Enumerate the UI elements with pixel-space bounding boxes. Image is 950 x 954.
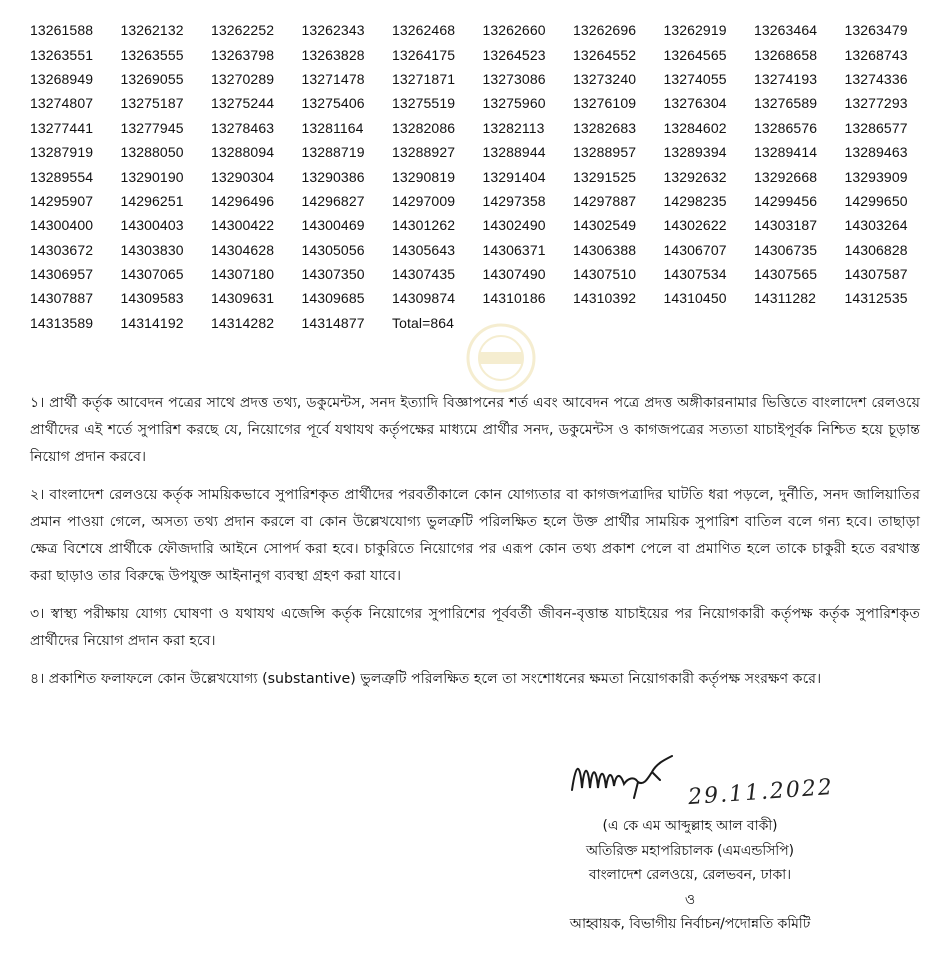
roll-number: 14312535 [844,290,908,307]
roll-number: 13290386 [301,168,365,185]
roll-number: 13264565 [663,46,727,63]
roll-number: 13277945 [120,119,184,136]
roll-number: 13292668 [754,168,818,185]
roll-number: 13275187 [120,95,184,112]
signatory-designation: অতিরিক্ত মহাপরিচালক (এমএন্ডসিপি) [586,842,794,859]
roll-number-grid [30,18,935,335]
roll-number: 14303672 [30,241,94,258]
roll-number: 13273086 [482,70,546,87]
roll-number: 13275519 [392,95,456,112]
roll-row [30,164,935,188]
roll-number: 13290819 [392,168,456,185]
roll-number: 13263551 [30,46,94,63]
roll-number: 14307587 [844,266,908,283]
signature-date: 29.11.2022 [687,774,835,811]
roll-number: 14314282 [211,314,275,331]
signature-block [520,752,860,937]
roll-number: 14305643 [392,241,456,258]
roll-number: 14307435 [392,266,456,283]
signatory-conjunction: ও [684,891,696,908]
roll-number: 13275960 [482,95,546,112]
roll-number: 14311282 [754,290,817,307]
roll-row [30,42,935,66]
roll-number: 14306957 [30,266,94,283]
roll-number: 14296827 [301,192,365,209]
roll-number: 13282683 [573,119,637,136]
roll-number: 13262343 [301,22,365,39]
notes-section [30,390,920,704]
roll-number: 14296496 [211,192,275,209]
roll-number: 13278463 [211,119,275,136]
roll-number: 14303187 [754,217,818,234]
roll-number: 13291525 [573,168,637,185]
roll-number: 13264552 [573,46,637,63]
roll-number: 13286576 [754,119,818,136]
roll-number: 14298235 [663,192,727,209]
note-3: ৩। স্বাস্থ্য পরীক্ষায় যোগ্য ঘোষণা ও যথাযথ এজেন্সি কর্তৃক নিয়োগের সুপারিশের পূর্ববর্তী জীবন-বৃত্তান্ত যাচাইয়ের পর নিয়োগকারী কর্তৃপক্ষ কর্তৃক সুপারিশকৃত প্রার্থীদের নিয়োগ প্রদান করা হবে। [30,606,920,649]
roll-number: 13274336 [844,70,908,87]
roll-number: 13271871 [392,70,456,87]
roll-number: 14307887 [30,290,94,307]
roll-number: 13288094 [211,144,275,161]
note-4: ৪। প্রকাশিত ফলাফলে কোন উল্লেখযোগ্য (substantive) ভুলত্রুটি পরিলক্ষিত হলে তা সংশোধনের ক্ষমতা নিয়োগকারী কর্তৃপক্ষ সংরক্ষণ করে। [30,671,822,687]
roll-number: 13274193 [754,70,818,87]
roll-number: 13263464 [754,22,818,39]
roll-number: 13275406 [301,95,365,112]
roll-number: 13289394 [663,144,727,161]
roll-number: 13276589 [754,95,818,112]
roll-number: 13270289 [211,70,275,87]
roll-number: 14314877 [301,314,365,331]
roll-number: 14307490 [482,266,546,283]
roll-number: 13282113 [482,119,545,136]
roll-number: 13286577 [844,119,908,136]
roll-number: 14303830 [120,241,184,258]
signatory-committee: আহ্বায়ক, বিভাগীয় নির্বাচন/পদোন্নতি কমিটি [569,916,811,932]
roll-number: 13288944 [482,144,546,161]
roll-number: 13268658 [754,46,818,63]
note-2: ২। বাংলাদেশ রেলওয়ে কর্তৃক সাময়িকভাবে সুপারিশকৃত প্রার্থীদের পরবর্তীকালে কোন যোগ্যতার বা কাগজপত্রাদির ঘাটতি ধরা পড়লে, দুর্নীতি, সনদ জালিয়াতির প্রমান পাওয়া গেলে, অসত্য তথ্য প্রদান করলে বা কোন উল্লেখযোগ্য ভুলত্রুটি পরিলক্ষিত হলে উক্ত প্রার্থীর সাময়িক সুপারিশ বাতিল বলে গন্য হবে। তাছাড়া ক্ষেত্র বিশেষে প্রার্থীকে ফৌজদারি আইনে সোপর্দ করা হবে। চাকুরিতে নিয়োগের পর এরূপ কোন তথ্য প্রকাশ পেলে বা প্রমাণিত হলে তাকে চাকুরী হতে বরখাস্ত করা ছাড়াও তার বিরুদ্ধে উপযুক্ত আইনানুগ ব্যবস্থা গ্রহণ করা যাবে। [30,487,920,584]
roll-number: 14301262 [392,217,456,234]
roll-number: 13262132 [120,22,184,39]
roll-number: 14296251 [120,192,184,209]
roll-number: 14300403 [120,217,184,234]
roll-number: 13276304 [663,95,727,112]
roll-row [30,116,935,140]
roll-row [30,18,935,42]
roll-number: 13261588 [30,22,94,39]
roll-number: 13262252 [211,22,275,39]
roll-number: 14307180 [211,266,275,283]
roll-number: 14307350 [301,266,365,283]
roll-number: 13288957 [573,144,637,161]
roll-number: 14307534 [663,266,727,283]
roll-number: 13262660 [482,22,546,39]
roll-row [30,286,935,310]
roll-number: 14307565 [754,266,818,283]
roll-number: 13274807 [30,95,94,112]
roll-number: 13290190 [120,168,184,185]
roll-row [30,189,935,213]
handwritten-signature [568,752,688,802]
roll-number: 14297009 [392,192,456,209]
roll-number: 13263479 [844,22,908,39]
roll-number: 13292632 [663,168,727,185]
roll-number: 13262468 [392,22,456,39]
roll-number: 14300469 [301,217,365,234]
roll-number: 13289463 [844,144,908,161]
roll-number: 13275244 [211,95,275,112]
roll-number: 13291404 [482,168,546,185]
roll-number: 13264523 [482,46,546,63]
roll-number: 14307065 [120,266,184,283]
roll-number: 13290304 [211,168,275,185]
roll-row [30,67,935,91]
roll-number: 13268743 [844,46,908,63]
roll-number: 13263555 [120,46,184,63]
roll-row [30,140,935,164]
roll-number: 14309583 [120,290,184,307]
roll-number: 14299456 [754,192,818,209]
roll-number: 13268949 [30,70,94,87]
roll-number: 14306371 [482,241,546,258]
roll-number: 13277293 [844,95,908,112]
roll-number: 14307510 [573,266,637,283]
roll-number: 13271478 [301,70,365,87]
signatory-office: বাংলাদেশ রেলওয়ে, রেলভবন, ঢাকা। [588,867,792,883]
roll-number: 14300422 [211,217,275,234]
roll-number: 14309685 [301,290,365,307]
roll-number: 14306735 [754,241,818,258]
roll-number: 14295907 [30,192,94,209]
roll-number: 14310186 [482,290,546,307]
roll-number: 13289414 [754,144,818,161]
roll-number: 14305056 [301,241,365,258]
note-1: ১। প্রার্থী কর্তৃক আবেদন পত্রের সাথে প্রদত্ত তথ্য, ডকুমেন্টস, সনদ ইত্যাদি বিজ্ঞাপনের শর্ত এবং আবেদন পত্রে প্রদত্ত অঙ্গীকারনামার ভিত্তিতে বাংলাদেশ রেলওয়ে প্রার্থীদের এই শর্তে সুপারিশ করছে যে, নিয়োগের পূর্বে যথাযথ কর্তৃপক্ষের মাধ্যমে প্রার্থীর সনদ, ডকুমেন্টস ও কাগজপত্রের সত্যতা যাচাইপূর্বক নিশ্চিত হয়ে চূড়ান্ত নিয়োগ প্রদান করবে। [30,395,920,465]
roll-number: 14303264 [844,217,908,234]
roll-number: 14297358 [482,192,546,209]
roll-number: 14302549 [573,217,637,234]
roll-number: 13276109 [573,95,637,112]
roll-number: 14313589 [30,314,94,331]
roll-number: 14306707 [663,241,727,258]
roll-number: 14306828 [844,241,908,258]
roll-number: 14310450 [663,290,727,307]
roll-row [30,311,935,335]
roll-number: 13262919 [663,22,727,39]
roll-number: 14310392 [573,290,637,307]
roll-row [30,91,935,115]
roll-number: 14302622 [663,217,727,234]
roll-number: 13262696 [573,22,637,39]
roll-number: 14306388 [573,241,637,258]
roll-number: 14300400 [30,217,94,234]
roll-row [30,262,935,286]
roll-number: 14309874 [392,290,456,307]
roll-number: 13282086 [392,119,456,136]
roll-number: 13288927 [392,144,456,161]
roll-row [30,238,935,262]
roll-number: 13264175 [392,46,456,63]
roll-number: 14314192 [120,314,184,331]
roll-number: 13281164 [301,119,364,136]
roll-number: 13288050 [120,144,184,161]
roll-row [30,213,935,237]
roll-number: 14299650 [844,192,908,209]
roll-number: 14304628 [211,241,275,258]
roll-number: 13287919 [30,144,94,161]
roll-number: 13263798 [211,46,275,63]
roll-number: 13288719 [301,144,365,161]
roll-number: 13273240 [573,70,637,87]
signatory-name: (এ কে এম আব্দুল্লাহ আল বাকী) [602,818,778,834]
total-count: Total=864 [392,314,455,331]
roll-number: 14297887 [573,192,637,209]
roll-number: 13269055 [120,70,184,87]
roll-number: 13289554 [30,168,94,185]
roll-number: 13277441 [30,119,94,136]
roll-number: 13274055 [663,70,727,87]
roll-number: 13284602 [663,119,727,136]
roll-number: 13293909 [844,168,908,185]
roll-number: 13263828 [301,46,365,63]
roll-number: 14309631 [211,290,275,307]
roll-number: 14302490 [482,217,546,234]
